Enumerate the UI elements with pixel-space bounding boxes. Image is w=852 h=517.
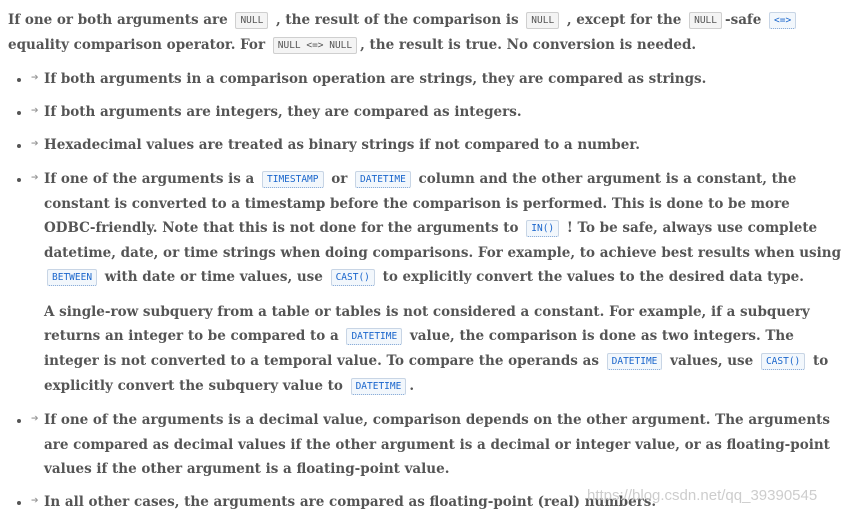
watermark: https://blog.csdn.net/qq_39390545 [587, 487, 818, 504]
text: . [409, 378, 415, 395]
bullet-dot [17, 144, 21, 148]
conversion-rules-list [8, 67, 844, 514]
list-item [8, 167, 844, 400]
item-text: If both arguments in a comparison operation are strings, they are compared as strings. [44, 71, 707, 87]
intro-paragraph [8, 8, 844, 58]
text: with date or time values, use [104, 269, 323, 286]
cast-link[interactable]: CAST() [331, 269, 375, 286]
timestamp-link[interactable]: TIMESTAMP [262, 171, 323, 188]
item-text: In all other cases, the arguments are compared as floating-point (real) numbers. [44, 494, 657, 511]
cast-link[interactable]: CAST() [761, 353, 805, 370]
text: A single-row subquery from a table or tables is not considered a constant. For example, if a subquery returns an integer to be compared to a [44, 303, 810, 344]
list-item [8, 133, 844, 157]
arrow-right-icon: ➔ [31, 172, 39, 183]
text: to explicitly convert the values to the desired data type. [382, 269, 804, 286]
datetime-link[interactable]: DATETIME [351, 378, 407, 395]
text: , except for the [566, 12, 682, 28]
text: , the result is true. No conversion is needed. [360, 37, 697, 53]
arrow-right-icon: ➔ [31, 139, 39, 150]
list-item [8, 67, 844, 91]
code-null: NULL [235, 12, 268, 29]
text: , the result of the comparison is [276, 12, 519, 28]
text: If one of the arguments is a [44, 170, 255, 187]
item-text: Hexadecimal values are treated as binary strings if not compared to a number. [44, 137, 640, 154]
item-text: If one of the arguments is a decimal value, comparison depends on the other argument. The arguments are compared as decimal values if the other argument is a decimal or integer value, or as floating-point values if the other argument is a floating-point value. [44, 412, 830, 477]
bullet-dot [17, 419, 21, 423]
text: equality comparison operator. For [8, 37, 266, 53]
bullet [17, 167, 39, 191]
bullet [17, 133, 39, 157]
datetime-link[interactable]: DATETIME [355, 171, 411, 188]
text: values, use [670, 353, 754, 370]
code-null: NULL [689, 12, 722, 29]
text: ! To be safe, always use complete datetime, date, or time strings when doing comparisons. For example, to achieve best results when using [44, 220, 842, 262]
bullet-dot [17, 178, 21, 182]
text: -safe [724, 12, 762, 28]
list-item [8, 100, 844, 124]
text: or [331, 170, 348, 187]
text: value, the comparison is done as two integers. The integer is not converted to a temporal value. To compare the operands as [44, 327, 794, 370]
code-null: NULL [526, 12, 559, 29]
bullet [17, 67, 39, 91]
datetime-link[interactable]: DATETIME [607, 353, 663, 370]
arrow-right-icon: ➔ [31, 73, 39, 83]
arrow-right-icon: ➔ [31, 414, 39, 425]
document-body [8, 8, 844, 514]
arrow-right-icon: ➔ [31, 106, 39, 117]
bullet [17, 100, 39, 124]
code-null-comparison: NULL <=> NULL [273, 37, 357, 54]
in-function-link[interactable]: IN() [526, 220, 559, 237]
arrow-right-icon: ➔ [31, 496, 39, 507]
bullet-dot [17, 78, 21, 82]
bullet-dot [17, 501, 21, 505]
text: If one or both arguments are [8, 12, 228, 28]
text: column and the other argument is a constant, the constant is converted to a timestamp before the comparison is performed. This is done to be more ODBC-friendly. Note that this is not done for the arguments to [44, 170, 797, 237]
datetime-link[interactable]: DATETIME [346, 328, 402, 345]
null-safe-operator-link[interactable]: <=> [769, 12, 796, 29]
between-link[interactable]: BETWEEN [47, 269, 97, 286]
bullet [17, 490, 39, 514]
bullet-dot [17, 111, 21, 115]
subquery-paragraph [44, 300, 844, 400]
list-item [8, 408, 844, 481]
bullet [17, 408, 39, 432]
text: to explicitly convert the subquery value to [44, 353, 829, 395]
item-text: If both arguments are integers, they are compared as integers. [44, 104, 522, 121]
